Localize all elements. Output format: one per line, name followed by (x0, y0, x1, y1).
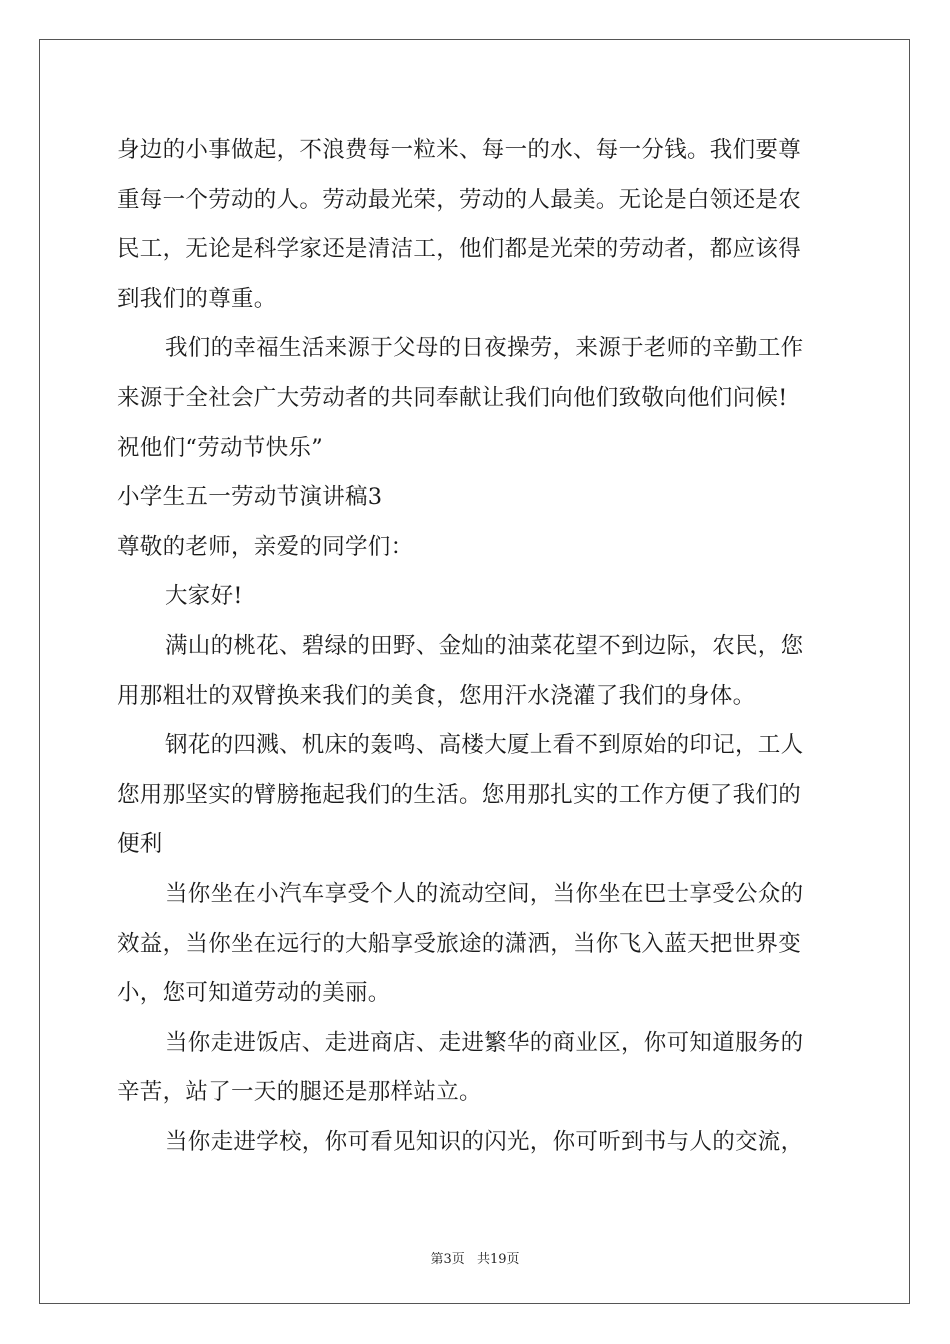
page-footer (0, 1248, 950, 1267)
text-line: 小，您可知道劳动的美丽。 (117, 980, 391, 1007)
text-line: 小学生五一劳动节演讲稿3 (117, 484, 383, 511)
text-line: 尊敬的老师，亲爱的同学们： (117, 533, 414, 560)
text-line: 便利 (117, 831, 163, 858)
text-line: 我们的幸福生活来源于父母的日夜操劳，来源于老师的辛勤工作 (165, 335, 804, 362)
text-line: 到我们的尊重。 (117, 285, 277, 312)
text-line: 当你走进饭店、走进商店、走进繁华的商业区，你可知道服务的 (165, 1029, 804, 1056)
text-line: 重每一个劳动的人。劳动最光荣，劳动的人最美。无论是白领还是农 (117, 186, 802, 213)
document-body (117, 126, 837, 1167)
text-line: 来源于全社会广大劳动者的共同奉献让我们向他们致敬向他们问候! (117, 384, 788, 411)
text-line: 当你走进学校，你可看见知识的闪光，你可听到书与人的交流， (165, 1128, 804, 1155)
text-line: 满山的桃花、碧绿的田野、金灿的油菜花望不到边际，农民，您 (165, 632, 804, 659)
text-line: 民工，无论是科学家还是清洁工，他们都是光荣的劳动者，都应该得 (117, 236, 802, 263)
text-line: 大家好! (165, 583, 243, 610)
text-line: 身边的小事做起，不浪费每一粒米、每一的水、每一分钱。我们要尊 (117, 137, 802, 163)
text-line: 用那粗壮的双臂换来我们的美食，您用汗水浇灌了我们的身体。 (117, 682, 756, 709)
text-line: 钢花的四溅、机床的轰鸣、高楼大厦上看不到原始的印记，工人 (165, 732, 804, 759)
text-line: 辛苦，站了一天的腿还是那样站立。 (117, 1079, 482, 1106)
text-line: 当你坐在小汽车享受个人的流动空间，当你坐在巴士享受公众的 (165, 880, 804, 907)
text-line: 您用那坚实的臂膀拖起我们的生活。您用那扎实的工作方便了我们的 (117, 781, 802, 808)
text-line: 祝他们“劳动节快乐” (117, 434, 324, 461)
text-line: 效益，当你坐在远行的大船享受旅途的潇洒，当你飞入蓝天把世界变 (117, 930, 802, 957)
page-number-total: 共19页 (476, 1252, 520, 1267)
page-number-current: 第3页 (430, 1252, 465, 1267)
